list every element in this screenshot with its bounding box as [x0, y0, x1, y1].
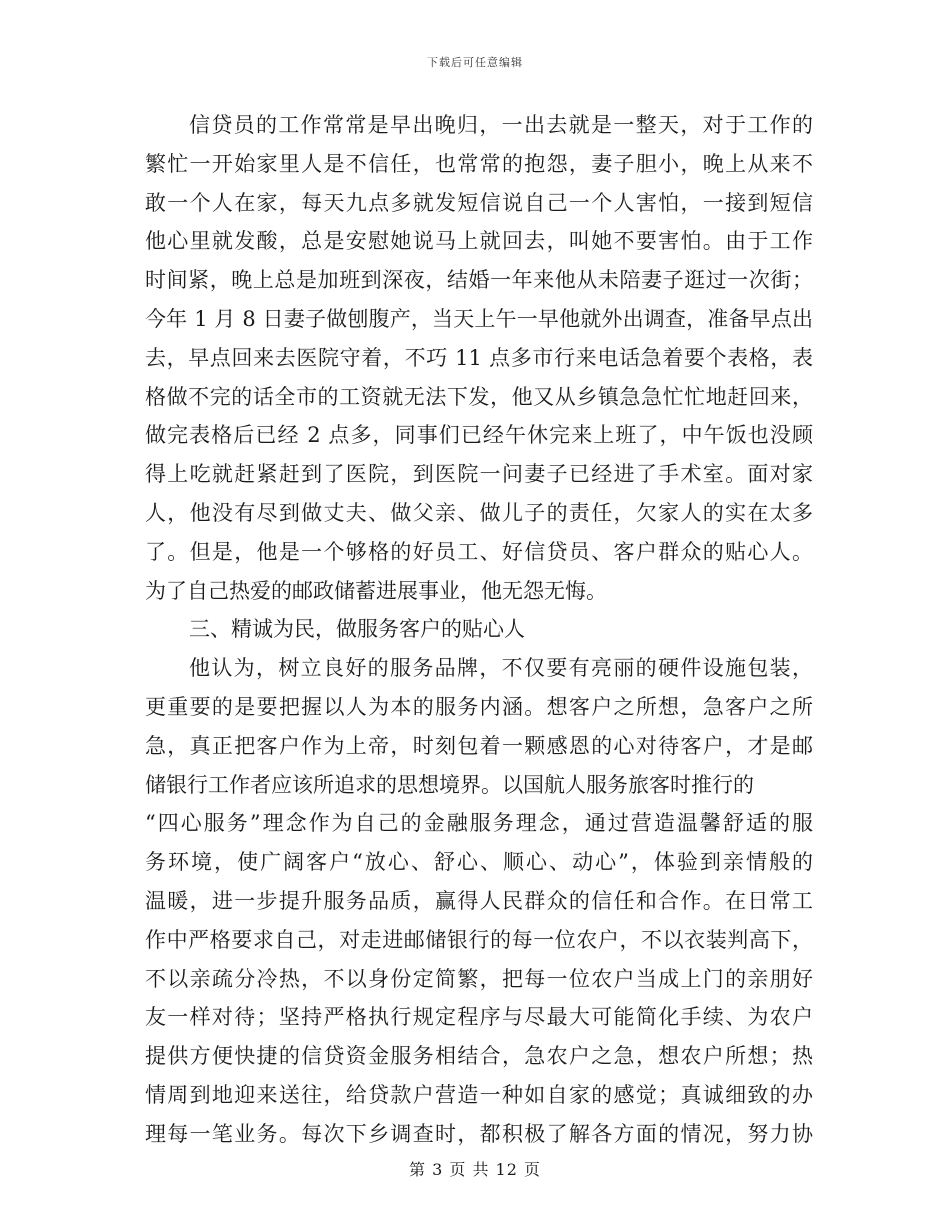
body-text: [145, 106, 813, 1154]
text-line: 去，早点回来去医院守着，不巧 11 点多市行来电话急着要个表格，表: [145, 345, 813, 370]
text-line: 储银行工作者应该所追求的思想境界。以国航人服务旅客时推行的: [145, 772, 754, 797]
text-line: 理每一笔业务。每次下乡调查时，都积极了解各方面的情况，努力协: [145, 1121, 813, 1146]
text-line: 格做不完的话全市的工资就无法下发，他又从乡镇急急忙忙地赶回来，: [145, 384, 813, 409]
text-line: 他认为，树立良好的服务品牌，不仅要有亮丽的硬件设施包装，: [189, 656, 813, 681]
text-line: 急，真正把客户作为上帝，时刻包着一颗感恩的心对待客户，才是邮: [145, 733, 813, 758]
text-line: 得上吃就赶紧赶到了医院，到医院一问妻子已经进了手术室。面对家: [145, 462, 813, 487]
text-line: 务环境，使广阔客户“放心、舒心、顺心、动心”，体验到亲情般的: [145, 850, 813, 875]
text-line: 为了自己热爱的邮政储蓄进展事业，他无怨无悔。: [145, 578, 607, 603]
text-line: 了。但是，他是一个够格的好员工、好信贷员、客户群众的贴心人。: [145, 539, 813, 564]
text-line: 繁忙一开始家里人是不信任，也常常的抱怨，妻子胆小，晚上从来不: [145, 151, 813, 176]
text-line: 人，他没有尽到做丈夫、做父亲、做儿子的责任，欠家人的实在太多: [145, 500, 813, 525]
text-line: 三、精诚为民，做服务客户的贴心人: [189, 617, 525, 642]
text-line: 温暖，进一步提升服务品质，赢得人民群众的信任和合作。在日常工: [145, 888, 813, 913]
text-line: 他心里就发酸，总是安慰她说马上就回去，叫她不要害怕。由于工作: [145, 229, 813, 254]
text-line: 友一样对待；坚持严格执行规定程序与尽最大可能简化手续、为农户: [145, 1005, 813, 1030]
page-header: 下载后可任意编辑: [427, 56, 523, 69]
text-line: 不以亲疏分冷热，不以身份定简繁，把每一位农户当成上门的亲朋好: [145, 966, 813, 991]
text-line: 作中严格要求自己，对走进邮储银行的每一位农户，不以衣装判高下，: [145, 927, 813, 952]
text-line: 做完表格后已经 2 点多，同事们已经午休完来上班了，中午饭也没顾: [145, 423, 813, 448]
text-line: 信贷员的工作常常是早出晚归，一出去就是一整天，对于工作的: [189, 113, 813, 137]
text-line: 时间紧，晚上总是加班到深夜，结婚一年来他从未陪妻子逛过一次街；: [145, 268, 813, 293]
text-line: 更重要的是要把握以人为本的服务内涵。想客户之所想，急客户之所: [145, 694, 813, 719]
text-line: 今年 1 月 8 日妻子做刨腹产，当天上午一早他就外出调查，准备早点出: [145, 306, 813, 331]
text-line: 提供方便快捷的信贷资金服务相结合，急农户之急，想农户所想；热: [145, 1044, 813, 1069]
text-line: 敢一个人在家，每天九点多就发短信说自己一个人害怕，一接到短信: [145, 190, 813, 215]
text-line: 情周到地迎来送往，给贷款户营造一种如自家的感觉；真诚细致的办: [145, 1082, 813, 1107]
page-footer: 第 3 页 共 12 页: [409, 1160, 541, 1179]
text-line: “四心服务”理念作为自己的金融服务理念，通过营造温馨舒适的服: [145, 811, 813, 836]
